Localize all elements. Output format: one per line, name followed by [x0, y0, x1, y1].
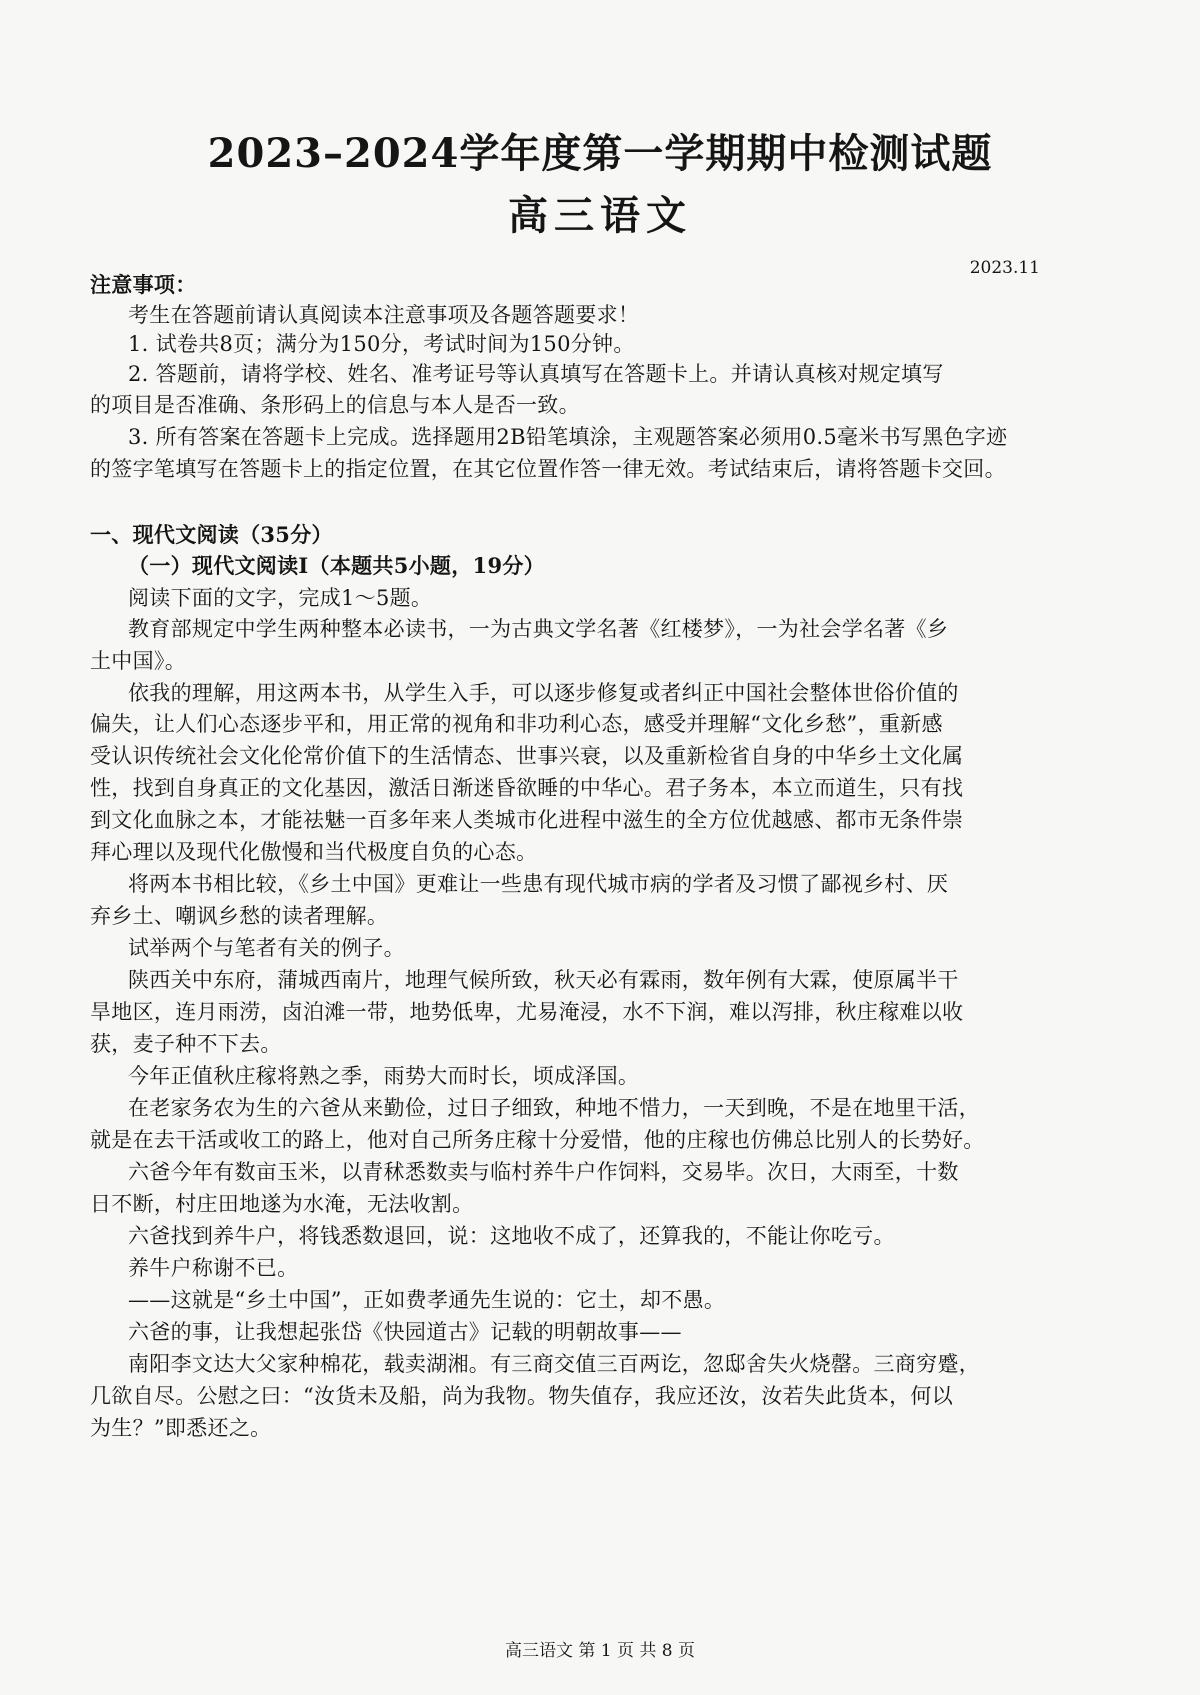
passage-line: 获，麦子种不下去。: [90, 1032, 282, 1056]
notice-heading: 注意事项：: [90, 272, 197, 297]
passage-line: 拜心理以及现代化傲慢和当代极度自负的心态。: [90, 840, 538, 864]
notice-line: 2. 答题前，请将学校、姓名、准考证号等认真填写在答题卡上。并请认真核对规定填写: [128, 362, 944, 386]
passage-line: 教育部规定中学生两种整本必读书，一为古典文学名著《红楼梦》，一为社会学名著《乡: [128, 617, 949, 641]
passage-line: 将两本书相比较，《乡土中国》更难让一些患有现代城市病的学者及习惯了鄙视乡村、厌: [128, 872, 949, 896]
passage-line: 今年正值秋庄稼将熟之季，雨势大而时长，顷成泽国。: [128, 1064, 640, 1088]
passage-line: 南阳李文达大父家种棉花，载卖湖湘。有三商交值三百两讫，忽邸舍失火烧罄。三商穷蹙，: [128, 1352, 980, 1376]
exam-title: 2023–2024学年度第一学期期中检测试题: [207, 130, 993, 177]
notice-line: 1. 试卷共8页；满分为150分，考试时间为150分钟。: [128, 332, 635, 356]
exam-date: 2023.11: [969, 258, 1040, 278]
passage-line: 六爸找到养牛户，将钱悉数退回，说：这地收不成了，还算我的，不能让你吃亏。: [128, 1224, 895, 1248]
notice-line: 的签字笔填写在答题卡上的指定位置，在其它位置作答一律无效。考试结束后，请将答题卡交回。: [90, 457, 1006, 481]
passage-line: 弃乡土、嘲讽乡愁的读者理解。: [90, 904, 389, 928]
notice-line: 的项目是否准确、条形码上的信息与本人是否一致。: [90, 393, 580, 417]
notice-line: 考生在答题前请认真阅读本注意事项及各题答题要求！: [128, 303, 640, 327]
passage-line: 养牛户称谢不已。: [128, 1256, 299, 1280]
passage-line: 六爸今年有数亩玉米，以青秫悉数卖与临村养牛户作饲料，交易毕。次日，大雨至，十数: [128, 1160, 959, 1184]
notice-line: 3. 所有答案在答题卡上完成。选择题用2B铅笔填涂，主观题答案必须用0.5毫米书写黑色字迹: [128, 425, 1008, 449]
passage-line: 性，找到自身真正的文化基因，激活日渐迷昏欲睡的中华心。君子务本，本立而道生，只有找: [90, 776, 964, 800]
passage-line: 试举两个与笔者有关的例子。: [128, 936, 405, 960]
section-heading: 一、现代文阅读（35分）: [90, 522, 333, 547]
passage-line: 旱地区，连月雨涝，卤泊滩一带，地势低卑，尤易淹浸，水不下润，难以泻排，秋庄稼难以收: [90, 1000, 964, 1024]
section-instruction: 阅读下面的文字，完成1～5题。: [128, 586, 433, 610]
passage-line: 土中国》。: [90, 649, 186, 673]
passage-line: 在老家务农为生的六爸从来勤俭，过日子细致，种地不惜力，一天到晚，不是在地里干活，: [128, 1096, 980, 1120]
subject-title: 高三语文: [508, 192, 692, 239]
passage-line: 日不断，村庄田地遂为水淹，无法收割。: [90, 1192, 474, 1216]
page-footer: 高三语文 第 1 页 共 8 页: [504, 1641, 696, 1661]
passage-line: 偏失，让人们心态逐步平和，用正常的视角和非功利心态，感受并理解“文化乡愁”，重新感: [90, 712, 943, 736]
passage-line: ——这就是“乡土中国”，正如费孝通先生说的：它土，却不愚。: [128, 1288, 726, 1312]
passage-line: 六爸的事，让我想起张岱《快园道古》记载的明朝故事——: [128, 1320, 682, 1344]
passage-line: 到文化血脉之本，才能祛魅一百多年来人类城市化进程中滋生的全方位优越感、都市无条件崇: [90, 808, 964, 832]
passage-line: 就是在去干活或收工的路上，他对自己所务庄稼十分爱惜，他的庄稼也仿佛总比别人的长势好。: [90, 1128, 985, 1152]
passage-line: 几欲自尽。公慰之曰：“汝货未及船，尚为我物。物失值存，我应还汝，汝若失此货本，何以: [90, 1384, 954, 1408]
section-subheading: （一）现代文阅读Ⅰ（本题共5小题，19分）: [128, 553, 545, 578]
passage-line: 为生？”即悉还之。: [90, 1416, 272, 1440]
passage-line: 受认识传统社会文化伦常价值下的生活情态、世事兴衰，以及重新检省自身的中华乡土文化属: [90, 744, 964, 768]
passage-line: 陕西关中东府，蒲城西南片，地理气候所致，秋天必有霖雨，数年例有大霖，使原属半干: [128, 968, 959, 992]
passage-line: 依我的理解，用这两本书，从学生入手，可以逐步修复或者纠正中国社会整体世俗价值的: [128, 681, 959, 705]
